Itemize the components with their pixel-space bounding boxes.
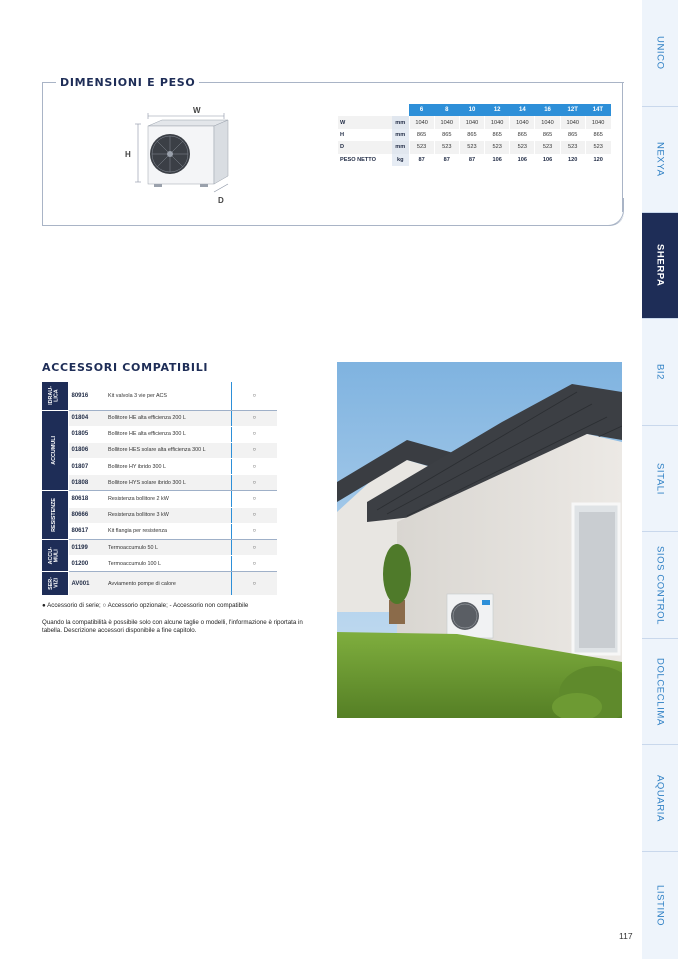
compatibility-mark: ○ (231, 556, 277, 572)
cell-value: 87 (434, 154, 459, 166)
cell-value: 1040 (535, 116, 560, 128)
cell-value: 87 (409, 154, 434, 166)
width-label: W (193, 106, 201, 115)
table-row (42, 556, 277, 572)
group-name-text: IDRAU- LICA (48, 386, 60, 406)
table-header-row (338, 104, 611, 116)
model-header: 12T (560, 104, 585, 116)
cell-value: 523 (510, 141, 535, 153)
tab-label: AQUARIA (654, 774, 666, 822)
cell-value: 106 (510, 154, 535, 166)
table-row (42, 442, 277, 458)
row-label: H (340, 131, 345, 138)
table-row (42, 475, 277, 491)
row-label: D (338, 141, 392, 153)
row-unit: mm (392, 129, 409, 141)
tab-sitali[interactable] (642, 426, 678, 532)
accessory-code: AV001 (68, 572, 106, 596)
group-name (49, 547, 60, 564)
cell-value: 87 (459, 154, 484, 166)
group-name (49, 577, 60, 590)
cell-value: 1040 (510, 116, 535, 128)
model-header: 14T (585, 104, 610, 116)
cell-value: 523 (535, 141, 560, 153)
tab-unico[interactable] (642, 0, 678, 107)
header-blank (392, 104, 409, 116)
cell-value: 1040 (459, 116, 484, 128)
frame-line (622, 82, 623, 212)
compatibility-mark: ○ (231, 382, 277, 410)
tab-label: SHERPA (654, 244, 666, 287)
accessory-description: Termoaccumulo 100 L (106, 556, 231, 572)
accessory-code: 01805 (68, 426, 106, 442)
page-number: 117 (619, 931, 633, 941)
group-label-idraulica (42, 382, 68, 410)
model-header: 16 (535, 104, 560, 116)
group-label-accumuli (42, 410, 68, 491)
model-header: 8 (434, 104, 459, 116)
table-row (42, 572, 277, 596)
compatibility-mark: ○ (231, 475, 277, 491)
accessory-description: Bollitore HE alta efficienza 200 L (106, 410, 231, 426)
cell-value: 523 (560, 141, 585, 153)
table-row (42, 491, 277, 507)
model-header: 6 (409, 104, 434, 116)
height-label: H (125, 150, 131, 159)
accessory-code: 80617 (68, 523, 106, 539)
accessory-description: Resistenza bollitore 3 kW (106, 507, 231, 523)
compatibility-mark: ○ (231, 491, 277, 507)
cell-value: 1040 (409, 116, 434, 128)
table-row (42, 459, 277, 475)
accessory-description: Bollitore HY ibrido 300 L (106, 459, 231, 475)
cell-value: 120 (585, 154, 610, 166)
cell-value: 523 (409, 141, 434, 153)
table-row (338, 129, 611, 141)
accessory-description: Bollitore HES solare alta efficienza 300 L (106, 442, 231, 458)
cell-value: 1040 (560, 116, 585, 128)
cell-value: 523 (585, 141, 610, 153)
cell-value: 106 (485, 154, 510, 166)
group-label-resistenze (42, 491, 68, 540)
table-row (338, 116, 611, 128)
model-header: 14 (510, 104, 535, 116)
group-name (49, 386, 60, 405)
cell-value: 865 (510, 129, 535, 141)
group-name-text: ACCU- MULI (48, 547, 60, 565)
accessory-description: Termoaccumulo 50 L (106, 540, 231, 556)
compatibility-mark: ○ (231, 572, 277, 596)
compatibility-mark: ○ (231, 410, 277, 426)
accessory-code: 01808 (68, 475, 106, 491)
accessory-code: 01807 (68, 459, 106, 475)
compatibility-mark: ○ (231, 442, 277, 458)
model-header: 10 (459, 104, 484, 116)
accessory-code: 01200 (68, 556, 106, 572)
cell-value: 523 (434, 141, 459, 153)
accessory-code: 80618 (68, 491, 106, 507)
tab-dolceclima[interactable] (642, 639, 678, 745)
cell-value: 865 (409, 129, 434, 141)
table-row (338, 141, 611, 153)
tab-label: UNICO (654, 36, 666, 70)
compatibility-mark: ○ (231, 507, 277, 523)
cell-value: 1040 (434, 116, 459, 128)
depth-label: D (218, 196, 224, 205)
house-heat-pump-photo (337, 362, 622, 718)
tab-label: NEXYA (654, 142, 666, 177)
cell-value: 865 (459, 129, 484, 141)
tab-label: SITALI (654, 462, 666, 495)
tab-label: DOLCECLIMA (654, 657, 666, 726)
header-blank (338, 104, 392, 116)
accessory-code: 01804 (68, 410, 106, 426)
accessory-code: 01806 (68, 442, 106, 458)
accessories-table (42, 382, 277, 596)
compatibility-mark: ○ (231, 459, 277, 475)
accessory-description: Bollitore HYS solare ibrido 300 L (106, 475, 231, 491)
compatibility-mark: ○ (231, 540, 277, 556)
accessory-description: Kit flangia per resistenza (106, 523, 231, 539)
compatibility-mark: ○ (231, 523, 277, 539)
accessory-description: Resistenza bollitore 2 kW (106, 491, 231, 507)
cell-value: 120 (560, 154, 585, 166)
side-tabs (642, 0, 678, 959)
accessory-code: 80916 (68, 382, 106, 410)
table-row (42, 382, 277, 410)
cell-value: 1040 (485, 116, 510, 128)
cell-value: 865 (535, 129, 560, 141)
group-name: RESISTENZE (50, 498, 57, 533)
cell-value: 865 (485, 129, 510, 141)
model-header: 12 (485, 104, 510, 116)
group-name: ACCUMULI (50, 436, 57, 465)
accessory-description: Avviamento pompe di calore (106, 572, 231, 596)
tab-aquaria[interactable] (642, 745, 678, 852)
cell-value: 106 (535, 154, 560, 166)
tab-bi2[interactable] (642, 319, 678, 426)
group-label-servizi (42, 572, 68, 596)
unit-dimension-diagram (124, 104, 234, 206)
accessory-code: 01199 (68, 540, 106, 556)
tab-sios-control[interactable] (642, 532, 678, 639)
cell-value: 523 (485, 141, 510, 153)
table-row (42, 540, 277, 556)
table-row (42, 410, 277, 426)
tab-label: BI2 (654, 363, 666, 381)
table-row (42, 426, 277, 442)
dimensions-table (338, 104, 611, 166)
row-label: W (338, 116, 392, 128)
row-unit: mm (392, 116, 409, 128)
cell-value: 523 (459, 141, 484, 153)
accessory-description: Kit valvola 3 vie per ACS (106, 382, 231, 410)
row-label: PESO NETTO (340, 156, 376, 163)
dimensions-title: DIMENSIONI E PESO (56, 76, 199, 89)
compatibility-mark: ○ (231, 426, 277, 442)
cell-value: 1040 (585, 116, 610, 128)
accessories-title: ACCESSORI COMPATIBILI (42, 361, 209, 374)
accessory-description: Bollitore HE alta efficienza 300 L (106, 426, 231, 442)
tab-label: SIOS CONTROL (654, 545, 666, 625)
group-name-text: SER- VIZI (48, 577, 60, 591)
cell-value: 865 (585, 129, 610, 141)
tab-label: LISTINO (654, 884, 666, 927)
tab-listino[interactable] (642, 852, 678, 959)
table-row (338, 154, 611, 166)
legend: ● Accessorio di serie; ○ Accessorio opzionale; - Accessorio non compatibile (42, 602, 249, 609)
cell-value: 865 (560, 129, 585, 141)
tab-nexya[interactable] (642, 107, 678, 213)
row-unit: kg (392, 154, 409, 166)
group-label-accumuli-termo (42, 540, 68, 572)
row-unit: mm (392, 141, 409, 153)
accessory-code: 80666 (68, 507, 106, 523)
frame-corner (598, 198, 624, 226)
table-row (42, 523, 277, 539)
cell-value: 865 (434, 129, 459, 141)
table-row (42, 507, 277, 523)
tab-sherpa[interactable] (642, 213, 678, 319)
compatibility-note: Quando la compatibilità è possibile solo con alcune taglie o modelli, l'informazione è riportata in tabella. Descrizione accessori disponibile a fine capitolo. (42, 619, 303, 635)
